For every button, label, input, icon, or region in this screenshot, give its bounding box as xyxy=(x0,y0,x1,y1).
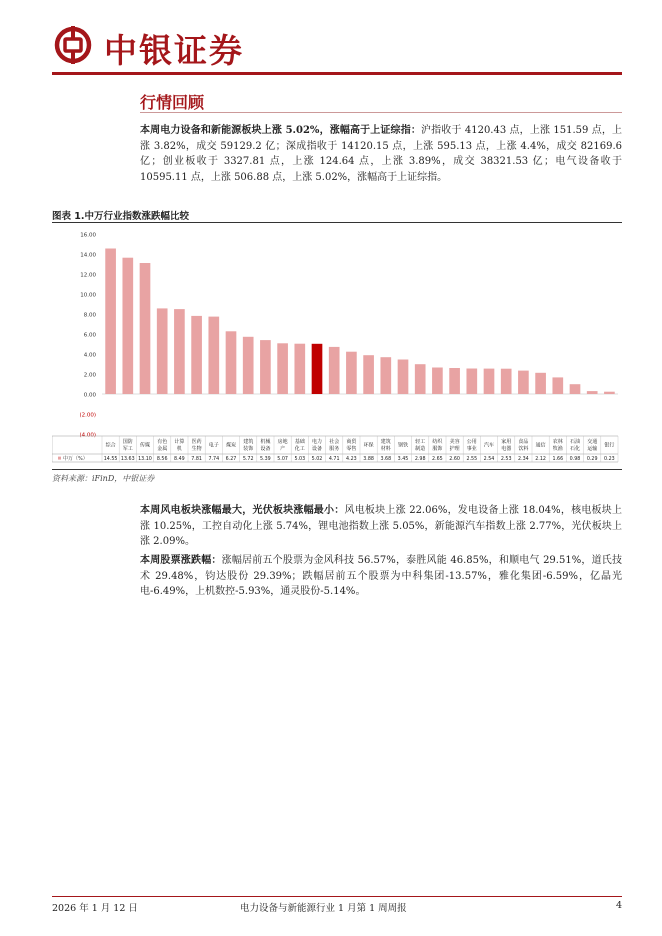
category-label: 事业 xyxy=(466,446,477,452)
paragraph-body: 风电板块上涨 22.06%，发电设备上涨 18.04%，核电板块上涨 10.25%，工控自动化上涨 5.74%，锂电池指数上涨 5.05%，新能源汽车指数上涨 2.77%，光伏板块上涨 2.09%。 xyxy=(140,505,622,547)
category-label: 通信 xyxy=(535,442,546,449)
value-label: 0.98 xyxy=(569,457,581,462)
category-label: 制造 xyxy=(415,446,426,452)
category-label: 美容 xyxy=(449,439,460,445)
category-label: 建筑 xyxy=(243,439,254,445)
category-label: 设备 xyxy=(260,446,271,452)
value-label: 8.49 xyxy=(174,457,185,462)
category-label: 基础 xyxy=(294,439,305,445)
legend-label: 中万（%） xyxy=(63,455,88,462)
y-tick-label: (2.00) xyxy=(79,412,96,419)
category-label: 计算 xyxy=(174,439,185,445)
bar-11 xyxy=(294,344,305,394)
category-label: 服饰 xyxy=(432,446,443,452)
bar-14 xyxy=(346,352,357,394)
legend-swatch xyxy=(58,457,61,460)
category-label: 材料 xyxy=(380,446,391,452)
value-label: 4.71 xyxy=(328,457,340,462)
value-label: 2.54 xyxy=(483,457,495,462)
value-label: 7.81 xyxy=(191,457,202,462)
category-label: 国防 xyxy=(122,439,133,445)
category-label: 军工 xyxy=(122,446,133,452)
page-number: 4 xyxy=(615,900,622,911)
header-divider xyxy=(52,72,622,75)
bank-of-china-logo-icon xyxy=(54,26,92,64)
category-label: 机 xyxy=(176,446,182,452)
bar-28 xyxy=(587,391,598,394)
category-label: 石油 xyxy=(569,439,581,445)
bar-10 xyxy=(277,343,288,394)
figure-title: 图表 1.中万行业指数涨跌幅比较 xyxy=(52,211,190,222)
bar-7 xyxy=(226,331,237,394)
category-label: 有色 xyxy=(157,439,168,445)
category-label: 钢铁 xyxy=(397,442,409,449)
footer-date: 2026 年 1 月 12 日 xyxy=(52,903,138,914)
value-label: 7.74 xyxy=(208,457,220,462)
category-label: 轻工 xyxy=(415,439,426,445)
value-label: 2.55 xyxy=(466,457,478,462)
value-label: 13.10 xyxy=(138,457,152,462)
section-title: 行情回顾 xyxy=(140,93,205,112)
bar-12 xyxy=(312,344,323,394)
category-label: 牧渔 xyxy=(552,446,563,452)
bar-0 xyxy=(105,249,116,395)
section-divider xyxy=(140,112,622,113)
stock-performance-paragraph xyxy=(140,553,622,600)
value-label: 5.02 xyxy=(311,457,323,462)
value-label: 2.65 xyxy=(432,457,443,462)
figure-top-rule xyxy=(52,222,622,223)
category-label: 金属 xyxy=(157,446,168,452)
category-label: 设备 xyxy=(311,446,323,452)
value-label: 0.23 xyxy=(604,457,615,462)
bar-20 xyxy=(449,368,460,394)
bar-5 xyxy=(191,316,202,394)
y-tick-label: (4.00) xyxy=(79,432,96,439)
y-tick-label: 10.00 xyxy=(80,292,96,299)
value-label: 4.23 xyxy=(346,457,357,462)
category-label: 服务 xyxy=(329,446,340,452)
bar-15 xyxy=(363,355,374,394)
category-label: 环保 xyxy=(363,442,374,449)
value-label: 2.12 xyxy=(535,457,546,462)
value-label: 14.55 xyxy=(103,457,118,462)
bar-17 xyxy=(398,360,409,395)
category-label: 家用 xyxy=(501,439,512,445)
value-label: 5.72 xyxy=(242,457,254,462)
bar-2 xyxy=(140,263,151,394)
category-label: 零售 xyxy=(346,446,357,452)
brand-name: 中银证券 xyxy=(104,31,244,70)
category-label: 社会 xyxy=(329,439,340,445)
bar-16 xyxy=(380,357,391,394)
category-label: 运输 xyxy=(587,446,598,452)
value-label: 2.60 xyxy=(449,457,460,462)
footer-divider xyxy=(52,896,622,897)
value-label: 8.56 xyxy=(156,457,168,462)
value-label: 13.63 xyxy=(120,457,135,462)
bar-4 xyxy=(174,309,185,394)
category-label: 综合 xyxy=(105,442,116,449)
paragraph-lead: 本周风电板块涨幅最大，光伏板块涨幅最小： xyxy=(140,505,345,516)
y-tick-label: 4.00 xyxy=(83,352,96,359)
bar-24 xyxy=(518,371,529,394)
bar-6 xyxy=(208,317,219,394)
category-label: 银行 xyxy=(604,442,615,449)
bar-3 xyxy=(157,308,168,394)
market-review-paragraph xyxy=(140,123,622,185)
value-label: 5.07 xyxy=(277,457,288,462)
footer-report-title: 电力设备与新能源行业 1 月第 1 周周报 xyxy=(240,903,407,914)
category-label: 商贸 xyxy=(346,439,357,445)
value-label: 6.27 xyxy=(225,457,237,462)
category-label: 生物 xyxy=(191,446,202,452)
category-label: 电器 xyxy=(501,446,512,452)
paragraph-body: 涨幅居前五个股票为金风科技 56.57%，泰胜风能 46.85%，和顺电气 29.51%，道氏技术 29.48%，钧达股份 29.39%；跌幅居前五个股票为中科集团-13.57%，雅化集团-6.59%，亿晶光电-6.49%，上机数控-5.93%，通灵股份-5.14%。 xyxy=(140,555,623,597)
value-label: 2.34 xyxy=(518,457,529,462)
value-label: 3.45 xyxy=(397,457,409,462)
category-label: 交通 xyxy=(587,439,598,445)
category-label: 装饰 xyxy=(243,446,254,452)
bar-26 xyxy=(552,377,563,394)
category-label: 电子 xyxy=(208,442,219,449)
bar-21 xyxy=(466,369,477,395)
category-label: 汽车 xyxy=(483,442,495,449)
bar-18 xyxy=(415,364,426,394)
category-label: 农林 xyxy=(552,439,563,445)
y-tick-label: 2.00 xyxy=(83,372,96,379)
paragraph-body: 沪指收于 4120.43 点，上涨 151.59 点，上涨 3.82%，成交 59129.2 亿；深成指收于 14120.15 点，上涨 595.13 点，上涨 4.4%，成交 82169.6 亿；创业板收于 3327.81 点，上涨 124.64 点，上涨 3.89%，成交 38321.53 亿；电气设备收于 10595.11 点，上涨 506.88 点，上涨 5.02%，涨幅高于上证综指。 xyxy=(140,125,622,183)
category-label: 医药 xyxy=(191,439,202,445)
category-label: 产 xyxy=(280,446,286,452)
category-label: 食品 xyxy=(518,439,529,445)
paragraph-lead: 本周股票涨跌幅： xyxy=(140,555,222,566)
category-label: 传媒 xyxy=(139,442,151,449)
category-label: 煤炭 xyxy=(225,442,237,449)
y-tick-label: 6.00 xyxy=(83,332,96,339)
category-label: 石化 xyxy=(569,446,581,452)
category-label: 房地 xyxy=(277,439,288,445)
bar-27 xyxy=(570,384,581,394)
figure-source: 资料来源：iFinD，中银证券 xyxy=(52,474,155,483)
y-tick-label: 12.00 xyxy=(80,272,96,279)
bar-19 xyxy=(432,368,443,395)
value-label: 3.88 xyxy=(363,457,374,462)
value-label: 5.39 xyxy=(260,457,271,462)
category-label: 机械 xyxy=(260,439,271,445)
category-label: 护理 xyxy=(449,446,460,452)
bar-13 xyxy=(329,347,340,394)
category-label: 饮料 xyxy=(518,446,529,452)
bar-25 xyxy=(535,373,546,394)
y-tick-label: 8.00 xyxy=(83,312,96,319)
value-label: 1.66 xyxy=(552,457,564,462)
y-tick-label: 16.00 xyxy=(80,232,96,239)
bar-1 xyxy=(122,258,133,394)
value-label: 5.03 xyxy=(294,457,306,462)
bar-9 xyxy=(260,340,271,394)
bar-23 xyxy=(501,369,512,394)
category-label: 化工 xyxy=(294,446,305,452)
category-label: 纺织 xyxy=(432,439,443,445)
value-label: 2.98 xyxy=(414,457,426,462)
value-label: 3.68 xyxy=(380,457,392,462)
y-tick-label: 0.00 xyxy=(83,392,96,399)
figure-bottom-rule xyxy=(52,469,622,470)
category-label: 公用 xyxy=(466,439,477,445)
value-label: 2.53 xyxy=(500,457,512,462)
y-tick-label: 14.00 xyxy=(80,252,96,259)
sector-performance-paragraph xyxy=(140,503,622,550)
bar-29 xyxy=(604,392,615,394)
industry-index-bar-chart xyxy=(52,224,622,469)
bar-8 xyxy=(243,337,254,394)
category-label: 建筑 xyxy=(380,439,391,445)
paragraph-lead: 本周电力设备和新能源板块上涨 5.02%，涨幅高于上证综指： xyxy=(140,125,421,136)
category-label: 电力 xyxy=(311,439,323,445)
value-label: 0.29 xyxy=(586,457,598,462)
bar-22 xyxy=(484,369,495,394)
